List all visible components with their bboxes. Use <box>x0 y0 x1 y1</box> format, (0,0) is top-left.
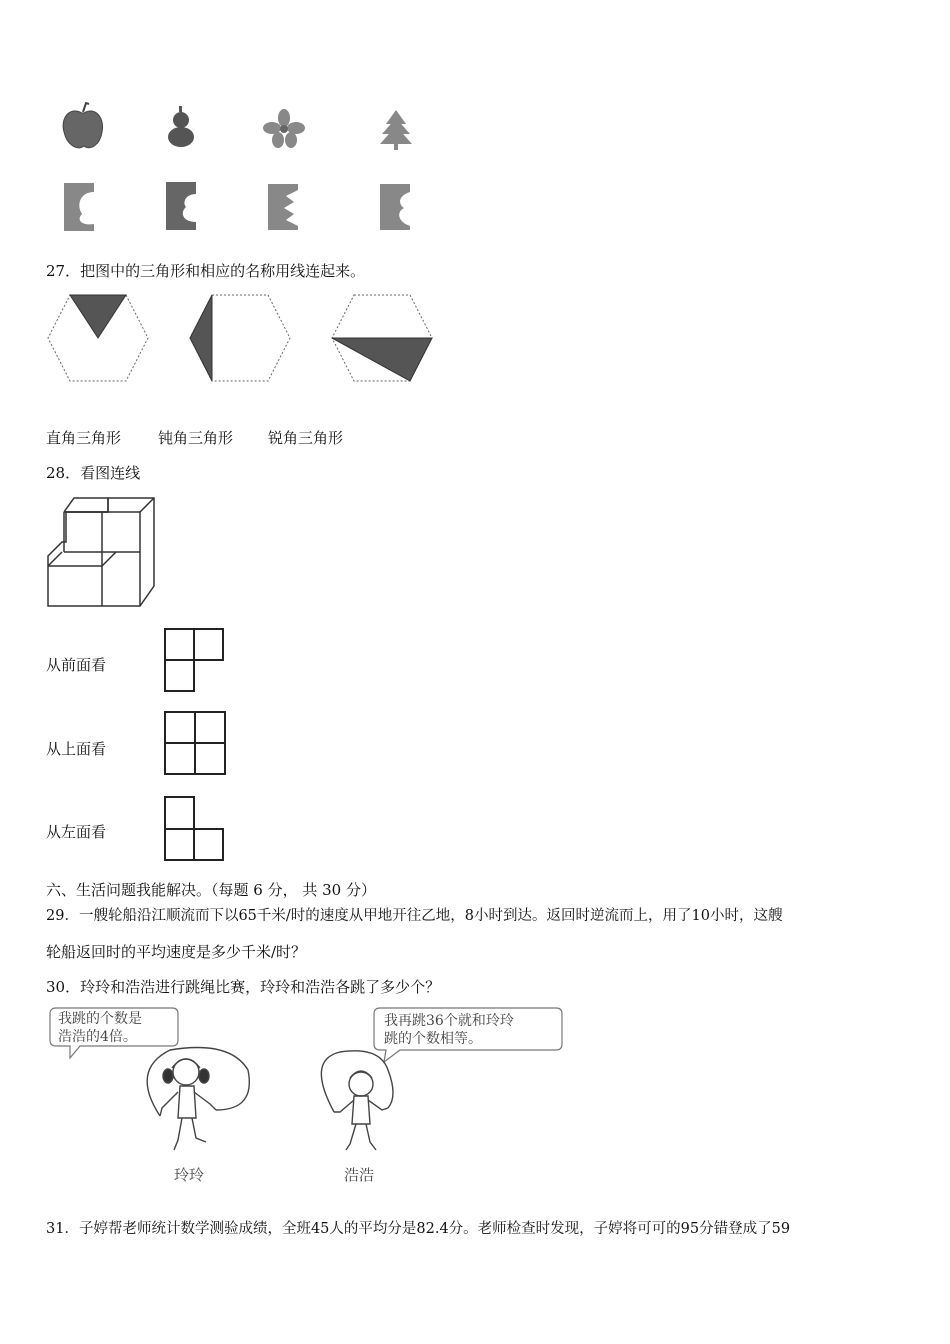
question-30: 30．玲玲和浩浩进行跳绳比赛，玲玲和浩浩各跳了多少个？ <box>46 978 441 996</box>
hexagon-bottom-triangle <box>332 295 432 381</box>
bubble-left-line-1: 我跳的个数是 <box>58 1011 142 1027</box>
boy-jumping-figure <box>321 1051 393 1150</box>
apple-cutout-icon <box>64 183 94 231</box>
name-label-haohao: 浩浩 <box>344 1166 375 1184</box>
girl-jumping-figure <box>147 1048 249 1151</box>
question-29-line-2: 轮船返回时的平均速度是多少千米/时？ <box>46 943 307 961</box>
question-28: 28．看图连线 <box>46 464 141 482</box>
view-label-top: 从上面看 <box>46 740 107 758</box>
hexagon-figures <box>0 290 460 390</box>
shape-figures <box>0 0 950 240</box>
bubble-right-line-1: 我再跳36个就和玲玲 <box>384 1013 514 1029</box>
triangle-label-acute: 锐角三角形 <box>268 429 344 447</box>
tree-cutout-icon <box>380 184 410 230</box>
gourd-cutout-icon <box>166 182 196 230</box>
question-29-line-1: 29．一艘轮船沿江顺流而下以65千米/时的速度从甲地开往乙地，8小时到达。返回时逆流而上，用了10小时，这艘 <box>46 908 783 924</box>
view-label-front: 从前面看 <box>46 656 107 674</box>
question-27: 27．把图中的三角形和相应的名称用线连起来。 <box>46 262 366 280</box>
view-grid-top <box>164 711 226 775</box>
triangle-label-obtuse: 钝角三角形 <box>158 429 234 447</box>
hexagon-left-triangle <box>190 295 290 381</box>
cube-solid-figure <box>44 494 164 614</box>
section-6-heading: 六、生活问题我能解决。（每题 6 分， 共 30 分） <box>46 881 376 899</box>
bubble-right-line-2: 跳的个数相等。 <box>384 1031 482 1047</box>
question-31: 31．子婷帮老师统计数学测验成绩，全班45人的平均分是82.4分。老师检查时发现，子婷将可可的95分错登成了59 <box>46 1221 791 1237</box>
triangle-label-right: 直角三角形 <box>46 429 122 447</box>
flower-cutout-icon <box>268 184 298 230</box>
name-label-lingling: 玲玲 <box>174 1166 205 1184</box>
bubble-left-line-2: 浩浩的4倍。 <box>58 1029 137 1045</box>
view-grid-front <box>164 628 226 692</box>
cutout-row-bottom <box>0 0 950 240</box>
view-label-left: 从左面看 <box>46 823 107 841</box>
hexagon-right-triangle <box>48 295 148 381</box>
view-grid-left <box>164 796 226 862</box>
